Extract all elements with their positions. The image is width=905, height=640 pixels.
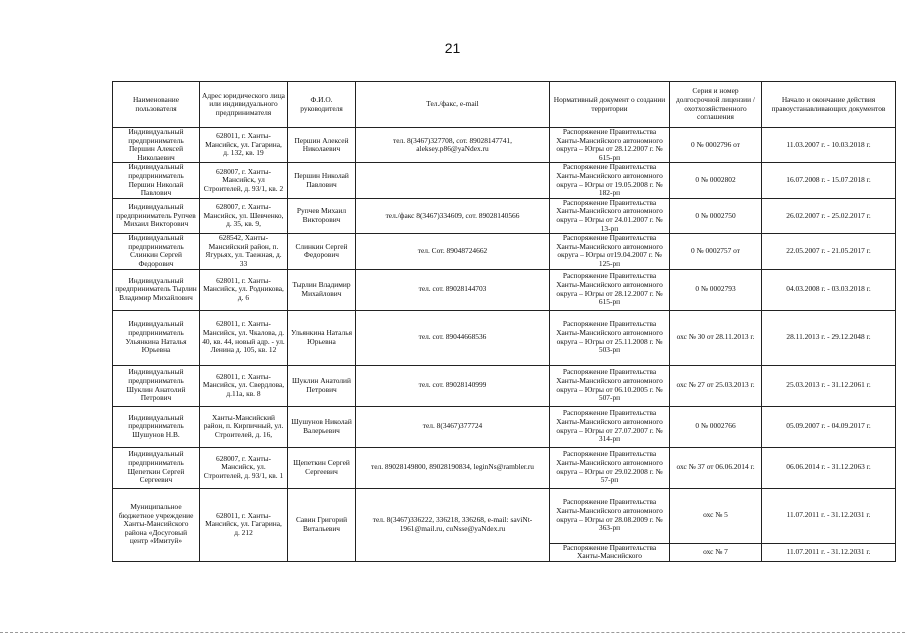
cell-user: Индивидуальный предприниматель Першин Николай Павлович — [113, 163, 200, 198]
cell-contacts: тел. 8(3467)327708, сот. 89028147741, aleksey.p86@yaNdex.ru — [356, 128, 550, 163]
cell-address: 628007, г. Ханты-Мансийск, ул Строителей, д. 93/1, кв. 2 — [200, 163, 288, 198]
cell-head: Першин Алексей Николаевич — [288, 128, 356, 163]
cell-contacts: тел./факс 8(3467)334609, сот. 89028140566 — [356, 198, 550, 233]
cell-user: Индивидуальный предприниматель Першин Алексей Николаевич — [113, 128, 200, 163]
cell-address: 628007, г. Ханты-Мансийск, ул. Строителей, д. 93/1, кв. 1 — [200, 447, 288, 488]
cell-contacts: тел. 89028149800, 89028190834, leginNs@rambler.ru — [356, 447, 550, 488]
cell-contacts: тел. 8(3467)336222, 336218, 336268, e-mail: saviNt-1961@mail.ru, cuNsse@yaNdex.ru — [356, 488, 550, 561]
cell-head: Шушунов Николай Валерьевич — [288, 406, 356, 447]
cell-period: 06.06.2014 г. - 31.12.2063 г. — [762, 447, 896, 488]
cell-period: 04.03.2008 г. - 03.03.2018 г. — [762, 269, 896, 310]
cell-license: 0 № 0002750 — [670, 198, 762, 233]
cell-period: 25.03.2013 г. - 31.12.2061 г. — [762, 365, 896, 406]
cell-period: 11.07.2011 г. - 31.12.2031 г. — [762, 488, 896, 543]
cell-period: 11.03.2007 г. - 10.03.2018 г. — [762, 128, 896, 163]
table-row — [113, 447, 896, 488]
cell-period: 26.02.2007 г. - 25.02.2017 г. — [762, 198, 896, 233]
cell-head: Савин Григорий Витальевич — [288, 488, 356, 561]
header-period: Начало и окончание действия правоустанавливающих документов — [762, 82, 896, 128]
cell-license: охс № 5 — [670, 488, 762, 543]
cell-address: 628007, г. Ханты-Мансийск, ул. Шевченко, д. 35, кв. 9, — [200, 198, 288, 233]
table-row — [113, 269, 896, 310]
cell-head: Тырлин Владимир Михайлович — [288, 269, 356, 310]
cell-document: Распоряжение Правительства Ханты-Мансийского автономного округа – Югры от 28.12.2007 г. № 615-рп — [550, 269, 670, 310]
cell-license: охс № 37 от 06.06.2014 г. — [670, 447, 762, 488]
header-user: Наименование пользователя — [113, 82, 200, 128]
cell-head: Рупчев Михаил Викторович — [288, 198, 356, 233]
cell-user: Индивидуальный предприниматель Щепеткин Сергей Сергеевич — [113, 447, 200, 488]
cell-user: Индивидуальный предприниматель Тырлин Владимир Михайлович — [113, 269, 200, 310]
cell-document: Распоряжение Правительства Ханты-Мансийского автономного округа – Югры от 28.08.2009 г. № 363-рп — [550, 488, 670, 543]
cell-head: Слинкин Сергей Федорович — [288, 234, 356, 269]
header-head: Ф.И.О. руководителя — [288, 82, 356, 128]
cell-user: Индивидуальный предприниматель Рупчев Михаил Викторович — [113, 198, 200, 233]
cell-address: 628011, г. Ханты-Мансийск, ул. Родникова, д. 6 — [200, 269, 288, 310]
cell-head: Шуклин Анатолий Петрович — [288, 365, 356, 406]
cell-contacts: тел. сот. 89044668536 — [356, 310, 550, 365]
cell-contacts — [356, 163, 550, 198]
cell-period: 11.07.2011 г. - 31.12.2031 г. — [762, 543, 896, 561]
cell-license: 0 № 0002802 — [670, 163, 762, 198]
cell-user: Муниципальное бюджетное учреждение Ханты-Мансийского района «Досуговый центр «Имитуй» — [113, 488, 200, 561]
cell-document: Распоряжение Правительства Ханты-Мансийского автономного округа – Югры от 06.10.2005 г. № 507-рп — [550, 365, 670, 406]
page-bottom-edge — [0, 632, 905, 633]
cell-period: 22.05.2007 г. - 21.05.2017 г. — [762, 234, 896, 269]
cell-license: 0 № 0002793 — [670, 269, 762, 310]
cell-document: Распоряжение Правительства Ханты-Мансийского — [550, 543, 670, 561]
cell-address: 628011, г. Ханты-Мансийск, ул. Гагарина, д. 132, кв. 19 — [200, 128, 288, 163]
cell-license: охс № 27 от 25.03.2013 г. — [670, 365, 762, 406]
cell-address: 628542, Ханты-Мансийский район, п. Ягурьях, ул. Таежная, д. 33 — [200, 234, 288, 269]
cell-address: 628011, г. Ханты-Мансийск, ул. Гагарина, д. 212 — [200, 488, 288, 561]
cell-license: 0 № 0002757 от — [670, 234, 762, 269]
cell-license: 0 № 0002766 — [670, 406, 762, 447]
table-row — [113, 198, 896, 233]
cell-document: Распоряжение Правительства Ханты-Мансийского автономного округа – Югры от19.04.2007 г. № 125-рп — [550, 234, 670, 269]
cell-license: охс № 30 от 28.11.2013 г. — [670, 310, 762, 365]
table-row — [113, 234, 896, 269]
cell-period: 05.09.2007 г. - 04.09.2017 г. — [762, 406, 896, 447]
cell-period: 28.11.2013 г. - 29.12.2048 г. — [762, 310, 896, 365]
table-header-row — [113, 82, 896, 128]
header-address: Адрес юридического лица или индивидуального предпринимателя — [200, 82, 288, 128]
cell-head: Щепеткин Сергей Сергеевич — [288, 447, 356, 488]
cell-document: Распоряжение Правительства Ханты-Мансийского автономного округа – Югры от 27.07.2007 г. № 314-рп — [550, 406, 670, 447]
cell-document: Распоряжение Правительства Ханты-Мансийского автономного округа – Югры от 24.01.2007 г. № 13-рп — [550, 198, 670, 233]
cell-contacts: тел. Сот. 89048724662 — [356, 234, 550, 269]
table-row — [113, 128, 896, 163]
cell-period: 16.07.2008 г. - 15.07.2018 г. — [762, 163, 896, 198]
cell-document: Распоряжение Правительства Ханты-Мансийского автономного округа – Югры от 28.12.2007 г. № 615-рп — [550, 128, 670, 163]
cell-head: Першин Николай Павлович — [288, 163, 356, 198]
cell-user: Индивидуальный предприниматель Шушунов Н.В. — [113, 406, 200, 447]
cell-document: Распоряжение Правительства Ханты-Мансийского автономного округа – Югры от 29.02.2008 г. № 57-рп — [550, 447, 670, 488]
cell-contacts: тел. сот. 89028140999 — [356, 365, 550, 406]
cell-contacts: тел. 8(3467)377724 — [356, 406, 550, 447]
cell-address: 628011, г. Ханты-Мансийск, ул. Чкалова, д. 40, кв. 44, новый адр. - ул. Ленина д. 105, кв. 12 — [200, 310, 288, 365]
table-row — [113, 406, 896, 447]
cell-contacts: тел. сот. 89028144703 — [356, 269, 550, 310]
hunting-grounds-table — [112, 81, 895, 562]
header-contacts: Тел./факс, e-mail — [356, 82, 550, 128]
cell-license: 0 № 0002796 от — [670, 128, 762, 163]
cell-document: Распоряжение Правительства Ханты-Мансийского автономного округа – Югры от 25.11.2008 г. № 503-рп — [550, 310, 670, 365]
cell-license: охс № 7 — [670, 543, 762, 561]
header-license: Серия и номер долгосрочной лицензии /охотхозяйственного соглашения — [670, 82, 762, 128]
table-row — [113, 163, 896, 198]
header-document: Нормативный документ о создании территории — [550, 82, 670, 128]
table-row — [113, 310, 896, 365]
table-row — [113, 365, 896, 406]
cell-user: Индивидуальный предприниматель Шуклин Анатолий Петрович — [113, 365, 200, 406]
cell-head: Ульянкина Наталья Юрьевна — [288, 310, 356, 365]
page-number: 21 — [444, 40, 461, 56]
cell-document: Распоряжение Правительства Ханты-Мансийского автономного округа – Югры от 19.05.2008 г. № 182-рп — [550, 163, 670, 198]
cell-address: 628011, г. Ханты-Мансийск, ул. Свердлова, д.11а, кв. 8 — [200, 365, 288, 406]
cell-user: Индивидуальный предприниматель Ульянкина Наталья Юрьевна — [113, 310, 200, 365]
table-row — [113, 488, 896, 543]
cell-user: Индивидуальный предприниматель Слинкин Сергей Федорович — [113, 234, 200, 269]
cell-address: Ханты-Мансийский район, п. Кирпичный, ул. Строителей, д. 16, — [200, 406, 288, 447]
